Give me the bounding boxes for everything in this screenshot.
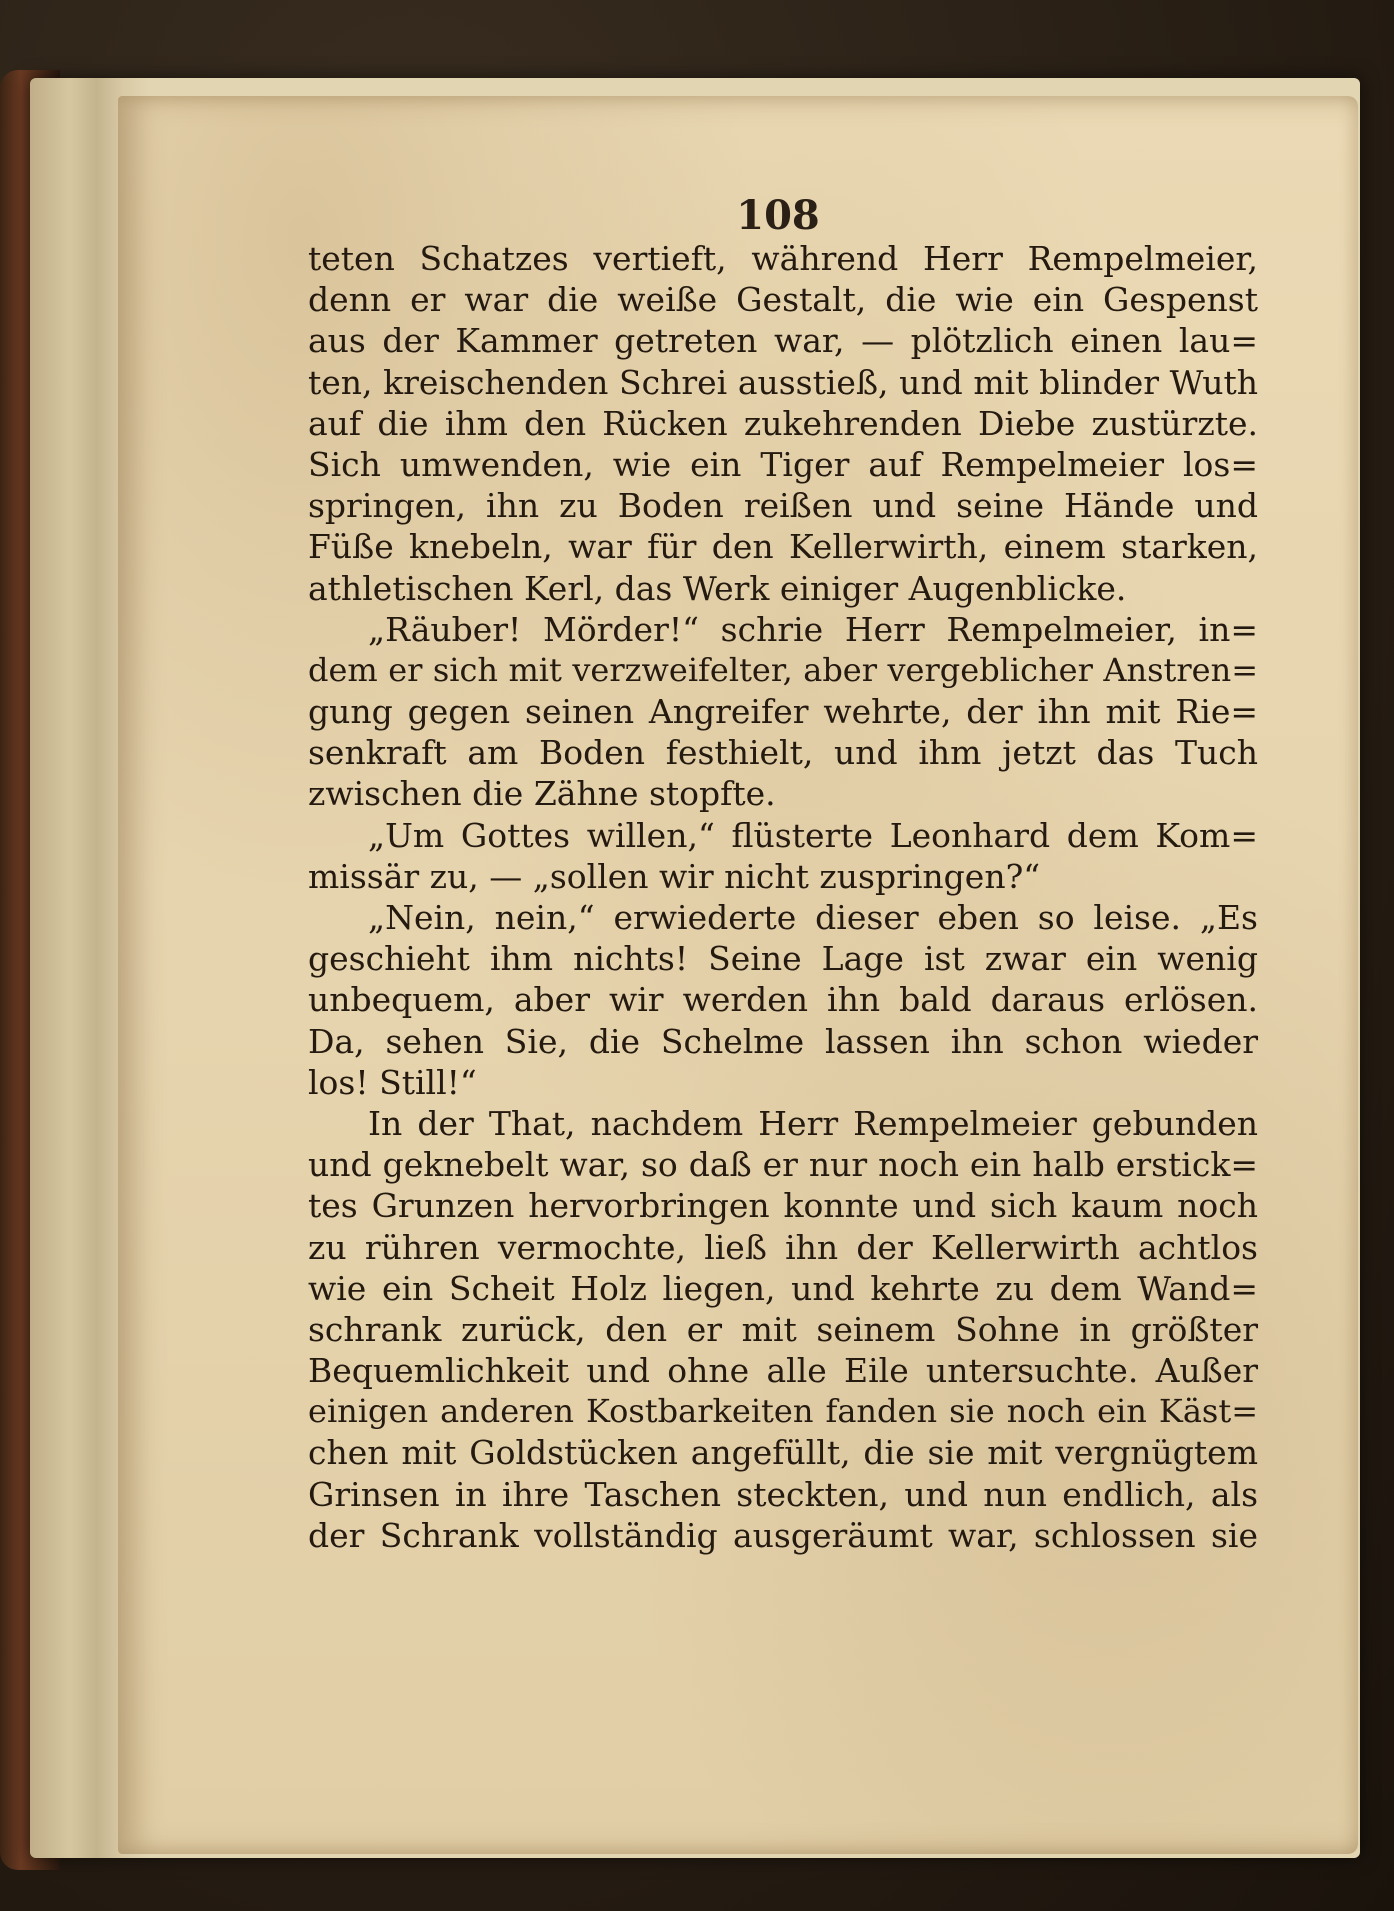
- text-line: tes Grunzen hervorbringen konnte und sich kaum noch: [308, 1186, 1258, 1226]
- text-line: Sich umwenden, wie ein Tiger auf Rempelmeier los=: [308, 444, 1258, 484]
- text-line: Füße knebeln, war für den Kellerwirth, einem starken,: [308, 527, 1258, 567]
- text-line: auf die ihm den Rücken zukehrenden Diebe zustürzte.: [308, 403, 1258, 443]
- text-line: los! Still!“: [308, 1062, 477, 1102]
- text-line: einigen anderen Kostbarkeiten fanden sie noch ein Käst=: [308, 1392, 1258, 1431]
- text-line: denn er war die weiße Gestalt, die wie ein Gespenst: [308, 280, 1258, 320]
- text-line: und geknebelt war, so daß er nur noch ein halb erstick=: [308, 1145, 1258, 1185]
- text-line: Bequemlichkeit und ohne alle Eile untersuchte. Außer: [308, 1351, 1258, 1391]
- text-line: zu rühren vermochte, ließ ihn der Kellerwirth achtlos: [308, 1227, 1258, 1267]
- text-line: senkraft am Boden festhielt, und ihm jetzt das Tuch: [308, 733, 1258, 773]
- text-line: athletischen Kerl, das Werk einiger Augenblicke.: [308, 568, 1127, 608]
- text-line: Grinsen in ihre Taschen steckten, und nun endlich, als: [308, 1474, 1258, 1514]
- text-line: „Räuber! Mörder!“ schrie Herr Rempelmeier, in=: [368, 609, 1258, 649]
- text-line: unbequem, aber wir werden ihn bald daraus erlösen.: [308, 980, 1258, 1020]
- book-page: [118, 96, 1358, 1854]
- text-line: springen, ihn zu Boden reißen und seine Hände und: [308, 486, 1258, 526]
- text-line: teten Schatzes vertieft, während Herr Rempelmeier,: [308, 239, 1258, 278]
- text-line: gung gegen seinen Angreifer wehrte, der ihn mit Rie=: [308, 692, 1258, 732]
- text-line: aus der Kammer getreten war, — plötzlich einen lau=: [308, 321, 1258, 361]
- text-line: Da, sehen Sie, die Schelme lassen ihn schon wieder: [308, 1021, 1258, 1061]
- text-line: dem er sich mit verzweifelter, aber vergeblicher Anstren=: [308, 650, 1258, 689]
- text-line: schrank zurück, den er mit seinem Sohne in größter: [308, 1309, 1258, 1349]
- text-line: chen mit Goldstücken angefüllt, die sie mit vergnügtem: [308, 1433, 1258, 1473]
- text-line: der Schrank vollständig ausgeräumt war, schlossen sie: [308, 1515, 1258, 1555]
- text-line: wie ein Scheit Holz liegen, und kehrte zu dem Wand=: [308, 1268, 1258, 1308]
- text-line: geschieht ihm nichts! Seine Lage ist zwar ein wenig: [308, 939, 1258, 979]
- text-line: ten, kreischenden Schrei ausstieß, und mit blinder Wuth: [308, 362, 1258, 402]
- body-text: [308, 238, 1258, 1556]
- text-line: missär zu, — „sollen wir nicht zuspringen?“: [308, 856, 1041, 896]
- page-number: 108: [736, 192, 820, 239]
- text-line: „Um Gottes willen,“ flüsterte Leonhard dem Kom=: [368, 815, 1258, 855]
- text-line: In der That, nachdem Herr Rempelmeier gebunden: [368, 1103, 1258, 1143]
- text-line: „Nein, nein,“ erwiederte dieser eben so leise. „Es: [368, 898, 1258, 937]
- text-line: zwischen die Zähne stopfte.: [308, 774, 776, 814]
